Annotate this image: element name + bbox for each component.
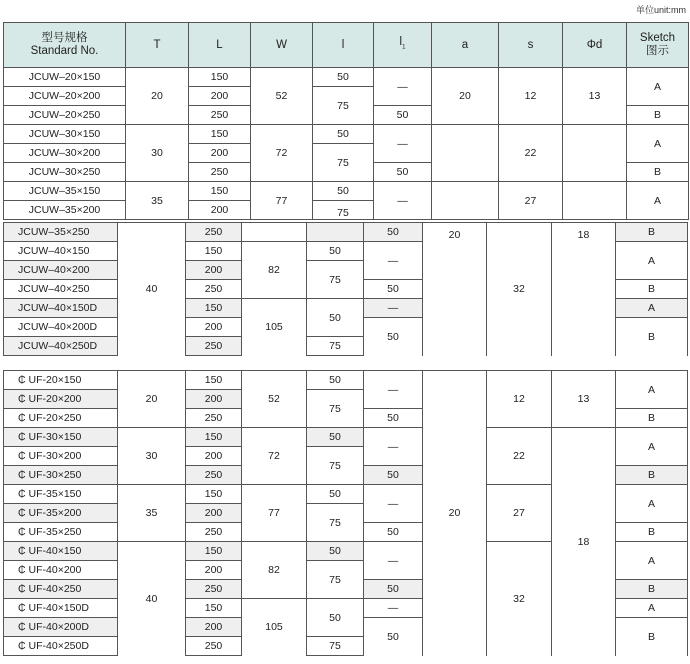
l-length-cell: 150 [186, 371, 242, 390]
model-cell: JCUW–20×150 [4, 68, 126, 87]
l-cell: 50 [313, 68, 374, 87]
table-row [4, 223, 688, 242]
l-cell [307, 223, 364, 242]
l1-cell: — [374, 182, 432, 220]
l-length-cell: 150 [189, 68, 251, 87]
sketch-cell: A [616, 371, 688, 409]
model-cell: JCUW–40×200 [4, 261, 118, 280]
s-cell: 27 [499, 182, 563, 220]
l1-cell: 50 [364, 280, 423, 299]
w-cell: 77 [242, 485, 307, 542]
sketch-cell: A [627, 125, 689, 163]
l-cell: 75 [313, 144, 374, 182]
l1-cell: — [374, 125, 432, 163]
l-cell: 50 [313, 182, 374, 201]
l-length-cell: 200 [186, 504, 242, 523]
l-length-cell: 150 [186, 542, 242, 561]
a-cell [432, 125, 499, 182]
t-cell: 30 [118, 428, 186, 485]
model-cell: ₵ UF-30×200 [4, 447, 118, 466]
l-length-cell: 250 [186, 523, 242, 542]
header-l1: $l_1$ [374, 23, 432, 68]
l1-cell: 50 [364, 318, 423, 356]
table-row [4, 125, 689, 144]
l-cell: 75 [307, 447, 364, 485]
spec-table-jcuw-lower [3, 222, 688, 356]
l-length-cell: 150 [189, 125, 251, 144]
l1-cell: — [364, 242, 423, 280]
t-cell: 35 [126, 182, 189, 220]
l1-cell: — [364, 428, 423, 466]
unit-label: 单位unit:mm [635, 5, 686, 15]
l1-cell: 50 [364, 618, 423, 656]
l-length-cell: 200 [186, 561, 242, 580]
w-cell: 105 [242, 299, 307, 356]
l-length-cell: 250 [189, 106, 251, 125]
l-length-cell: 250 [186, 466, 242, 485]
l-length-cell: 150 [189, 182, 251, 201]
l-length-cell: 200 [186, 390, 242, 409]
d-cell: 18 [552, 428, 616, 656]
l1-cell: 50 [364, 523, 423, 542]
sketch-cell: A [616, 542, 688, 580]
l1-cell: — [364, 371, 423, 409]
l-cell: 50 [307, 599, 364, 637]
l-length-cell: 200 [189, 144, 251, 163]
l-cell: 50 [307, 428, 364, 447]
sketch-cell: B [616, 618, 688, 656]
sketch-cell: B [616, 280, 688, 299]
l-length-cell: 150 [186, 485, 242, 504]
l1-cell: — [364, 542, 423, 580]
l-length-cell: 250 [186, 580, 242, 599]
d-cell: 18 [552, 223, 616, 356]
l-length-cell: 150 [186, 242, 242, 261]
l-length-cell: 150 [186, 599, 242, 618]
s-cell: 22 [499, 125, 563, 182]
w-cell: 77 [251, 182, 313, 220]
l-cell: 50 [307, 299, 364, 337]
l1-cell: 50 [374, 106, 432, 125]
model-cell: JCUW–35×150 [4, 182, 126, 201]
s-cell: 22 [487, 428, 552, 485]
header-a: a [432, 23, 499, 68]
model-cell: ₵ UF-40×150 [4, 542, 118, 561]
l-length-cell: 200 [186, 447, 242, 466]
s-cell: 32 [487, 223, 552, 356]
l-cell: 50 [313, 125, 374, 144]
model-cell: JCUW–30×200 [4, 144, 126, 163]
model-cell: JCUW–40×150 [4, 242, 118, 261]
d-cell [563, 182, 627, 220]
sketch-cell: A [616, 485, 688, 523]
l1-cell: — [364, 485, 423, 523]
l-length-cell: 200 [186, 261, 242, 280]
sketch-cell: B [627, 163, 689, 182]
l-cell: 50 [307, 485, 364, 504]
l-cell: 75 [307, 261, 364, 299]
l1-cell: 50 [364, 580, 423, 599]
l-cell: 75 [307, 390, 364, 428]
l-cell: 75 [307, 637, 364, 656]
l-cell: 75 [313, 87, 374, 125]
model-cell: JCUW–35×250 [4, 223, 118, 242]
sketch-cell: B [616, 223, 688, 242]
model-cell: ₵ UF-20×150 [4, 371, 118, 390]
s-cell: 32 [487, 542, 552, 656]
sketch-cell: A [616, 242, 688, 280]
header-model: 型号规格 Standard No. [4, 23, 126, 68]
header-L: L [189, 23, 251, 68]
table-header-row [4, 23, 689, 68]
l1-cell: — [374, 68, 432, 106]
a-cell: 20 [423, 371, 487, 656]
w-cell: 72 [242, 428, 307, 485]
w-cell [242, 223, 307, 242]
w-cell: 52 [242, 371, 307, 428]
l-cell: 75 [307, 561, 364, 599]
l-length-cell: 200 [189, 201, 251, 220]
sketch-cell: A [616, 299, 688, 318]
model-cell: ₵ UF-30×250 [4, 466, 118, 485]
l-length-cell: 250 [186, 409, 242, 428]
t-cell: 35 [118, 485, 186, 542]
l1-cell: 50 [374, 163, 432, 182]
model-cell: JCUW–30×250 [4, 163, 126, 182]
sketch-cell: A [616, 599, 688, 618]
s-cell: 12 [487, 371, 552, 428]
model-cell: ₵ UF-40×250 [4, 580, 118, 599]
l-length-cell: 200 [186, 618, 242, 637]
sketch-cell: A [616, 428, 688, 466]
a-cell: 20 [432, 68, 499, 125]
header-sketch: Sketch 图示 [627, 23, 689, 68]
model-cell: ₵ UF-40×250D [4, 637, 118, 656]
l-cell: 50 [307, 371, 364, 390]
header-d: Φd [563, 23, 627, 68]
a-cell: 20 [423, 223, 487, 356]
sketch-cell: B [616, 409, 688, 428]
l1-cell: 50 [364, 223, 423, 242]
t-cell: 40 [118, 223, 186, 356]
model-cell: ₵ UF-35×250 [4, 523, 118, 542]
model-cell: ₵ UF-40×200D [4, 618, 118, 637]
model-cell: ₵ UF-35×200 [4, 504, 118, 523]
w-cell: 52 [251, 68, 313, 125]
model-cell: JCUW–40×250D [4, 337, 118, 356]
model-cell: ₵ UF-40×200 [4, 561, 118, 580]
l-length-cell: 250 [186, 637, 242, 656]
l-cell: 75 [307, 337, 364, 356]
model-cell: ₵ UF-20×250 [4, 409, 118, 428]
model-cell: ₵ UF-35×150 [4, 485, 118, 504]
model-cell: ₵ UF-20×200 [4, 390, 118, 409]
t-cell: 20 [126, 68, 189, 125]
sketch-cell: B [616, 523, 688, 542]
w-cell: 82 [242, 542, 307, 599]
header-s: s [499, 23, 563, 68]
l1-cell: — [364, 599, 423, 618]
l-length-cell: 250 [186, 280, 242, 299]
w-cell: 82 [242, 242, 307, 299]
model-cell: ₵ UF-40×150D [4, 599, 118, 618]
l-length-cell: 150 [186, 428, 242, 447]
s-cell: 27 [487, 485, 552, 542]
table-row [4, 371, 688, 390]
s-cell: 12 [499, 68, 563, 125]
l-length-cell: 250 [189, 163, 251, 182]
d-cell: 13 [552, 371, 616, 428]
a-cell [432, 182, 499, 220]
model-cell: JCUW–20×250 [4, 106, 126, 125]
w-cell: 72 [251, 125, 313, 182]
sketch-cell: A [627, 182, 689, 220]
spec-table-uf [3, 370, 688, 656]
l-length-cell: 250 [186, 223, 242, 242]
model-cell: JCUW–20×200 [4, 87, 126, 106]
sketch-cell: B [616, 318, 688, 356]
l-length-cell: 200 [189, 87, 251, 106]
l-length-cell: 150 [186, 299, 242, 318]
l-cell: 50 [307, 242, 364, 261]
model-cell: JCUW–35×200 [4, 201, 126, 220]
model-cell: JCUW–40×250 [4, 280, 118, 299]
t-cell: 40 [118, 542, 186, 656]
d-cell [563, 125, 627, 182]
d-cell: 13 [563, 68, 627, 125]
l1-cell: 50 [364, 409, 423, 428]
model-cell: JCUW–40×200D [4, 318, 118, 337]
header-l: l [313, 23, 374, 68]
l-cell: 50 [307, 542, 364, 561]
l-length-cell: 250 [186, 337, 242, 356]
l-cell: 75 [313, 201, 374, 220]
l1-cell: 50 [364, 466, 423, 485]
sketch-cell: B [627, 106, 689, 125]
model-cell: JCUW–40×150D [4, 299, 118, 318]
table-row [4, 182, 689, 201]
sketch-cell: A [627, 68, 689, 106]
l-length-cell: 200 [186, 318, 242, 337]
table-row [4, 68, 689, 87]
l1-cell: — [364, 299, 423, 318]
model-cell: JCUW–30×150 [4, 125, 126, 144]
sketch-cell: B [616, 466, 688, 485]
header-W: W [251, 23, 313, 68]
t-cell: 30 [126, 125, 189, 182]
sketch-cell: B [616, 580, 688, 599]
header-T: T [126, 23, 189, 68]
spec-table-top [3, 22, 689, 220]
l-cell: 75 [307, 504, 364, 542]
model-cell: ₵ UF-30×150 [4, 428, 118, 447]
table-row [4, 428, 688, 447]
t-cell: 20 [118, 371, 186, 428]
w-cell: 105 [242, 599, 307, 656]
